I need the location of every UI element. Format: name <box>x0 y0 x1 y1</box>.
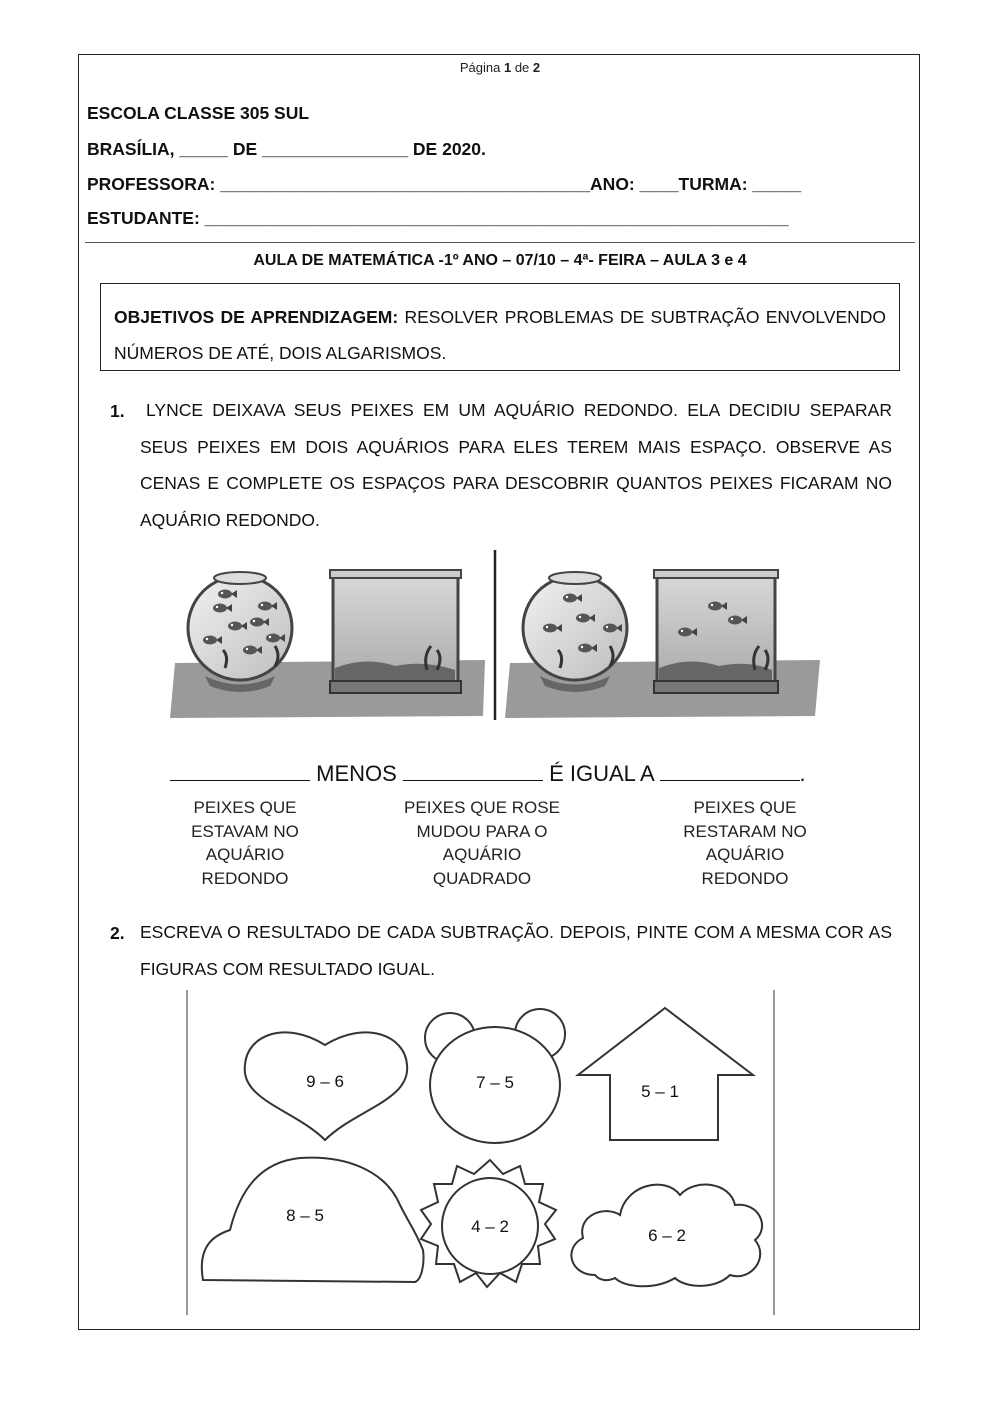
blank-initial[interactable] <box>170 758 310 781</box>
bear-expression: 7 – 5 <box>476 1073 514 1092</box>
word-minus: MENOS <box>316 761 397 786</box>
objectives-box <box>100 283 900 371</box>
sun-expression: 4 – 2 <box>471 1217 509 1236</box>
scene-before <box>170 570 485 718</box>
subtraction-shapes <box>185 990 777 1315</box>
header-divider <box>85 242 915 243</box>
student-line: ESTUDANTE: ____________________________________________________________ <box>87 208 789 228</box>
heart-shape[interactable] <box>245 1032 408 1140</box>
sun-shape[interactable] <box>421 1160 556 1287</box>
caption-remaining: PEIXES QUE RESTARAM NO AQUÁRIO REDONDO <box>683 798 807 888</box>
objectives-text: RESOLVER PROBLEMAS DE SUBTRAÇÃO ENVOLVENDO NÚMEROS DE ATÉ, DOIS ALGARISMOS. <box>114 307 887 363</box>
lesson-title: AULA DE MATEMÁTICA -1º ANO – 07/10 – 4ª- FEIRA – AULA 3 e 4 <box>253 252 747 269</box>
word-equals: É IGUAL A <box>549 761 654 786</box>
house-expression: 5 – 1 <box>641 1082 679 1101</box>
bear-shape[interactable] <box>425 1009 565 1143</box>
question1-number: 1. <box>110 401 125 421</box>
caption-initial: PEIXES QUE ESTAVAM NO AQUÁRIO REDONDO <box>191 798 299 888</box>
cloud-expression: 6 – 2 <box>648 1226 686 1245</box>
aquarium-scenes-illustration <box>165 548 825 723</box>
car-expression: 8 – 5 <box>286 1206 324 1225</box>
question2-text: ESCREVA O RESULTADO DE CADA SUBTRAÇÃO. DEPOIS, PINTE COM A MESMA COR AS FIGURAS COM RESULTADO IGUAL. <box>140 922 892 979</box>
blank-remaining[interactable] <box>660 758 800 781</box>
caption-moved: PEIXES QUE ROSE MUDOU PARA O AQUÁRIO QUADRADO <box>404 798 560 888</box>
objectives-label: OBJETIVOS DE APRENDIZAGEM: <box>114 307 399 327</box>
question1-text: LYNCE DEIXAVA SEUS PEIXES EM UM AQUÁRIO REDONDO. ELA DECIDIU SEPARAR SEUS PEIXES EM DOIS AQUÁRIOS PARA ELES TEREM MAIS ESPAÇO. OBSERVE AS CENAS E COMPLETE OS ESPAÇOS PARA DESCOBRIR QUANTOS PEIXES FICARAM NO AQUÁRIO REDONDO. <box>140 400 892 530</box>
equation-line <box>170 758 830 788</box>
cloud-shape[interactable] <box>571 1185 762 1287</box>
blank-moved[interactable] <box>403 758 543 781</box>
car-shape[interactable] <box>202 1158 424 1282</box>
question2-number: 2. <box>110 923 125 943</box>
school-name: ESCOLA CLASSE 305 SUL <box>87 103 310 123</box>
house-shape[interactable] <box>578 1008 753 1140</box>
heart-expression: 9 – 6 <box>306 1072 344 1091</box>
scene-after <box>505 570 820 718</box>
teacher-line: PROFESSORA: ______________________________________ANO: ____TURMA: _____ <box>87 174 802 194</box>
page-number: Página 1 de 2 <box>459 60 541 75</box>
equation-end: . <box>799 761 806 786</box>
date-line: BRASÍLIA, _____ DE _______________ DE 2020. <box>87 139 486 159</box>
